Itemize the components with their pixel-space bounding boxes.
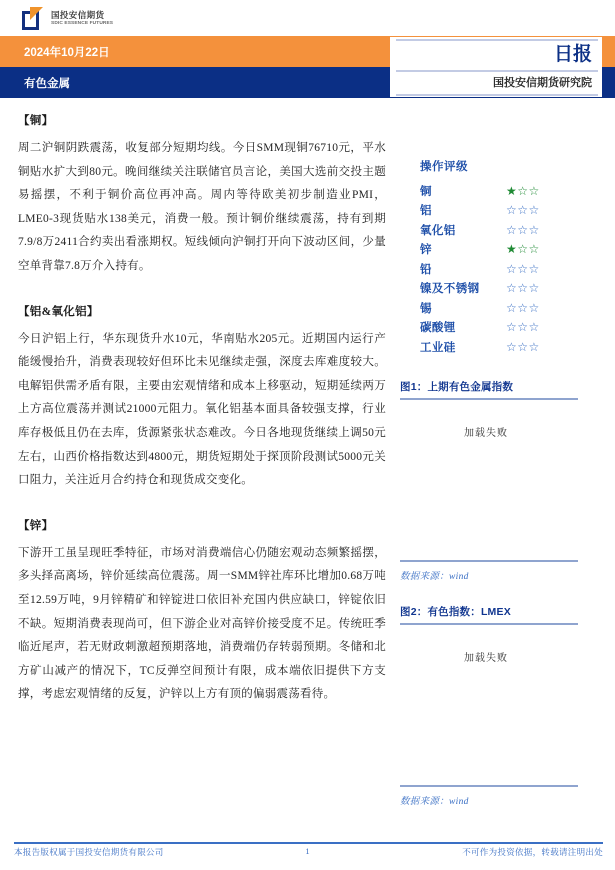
star-empty-icon: ☆ (506, 300, 518, 315)
rating-metal-name: 镍及不锈钢 (420, 283, 480, 296)
star-empty-icon: ☆ (528, 339, 540, 354)
article-column (18, 112, 386, 707)
rating-stars (506, 243, 540, 255)
rating-rows (420, 181, 605, 357)
rating-row (420, 181, 605, 201)
figure-1-caption: 图1：上期有色金属指数 (400, 380, 514, 393)
figure-2-caption: 图2：有色指数：LMEX (400, 605, 511, 618)
report-type-title: 日报 (553, 44, 592, 65)
page-body (0, 98, 615, 870)
rating-metal-name: 工业硅 (420, 341, 456, 354)
star-empty-icon: ☆ (517, 242, 529, 257)
figure-2 (400, 604, 600, 807)
star-empty-icon: ☆ (517, 261, 529, 276)
rating-table-title: 操作评级 (420, 161, 468, 173)
rating-stars (506, 224, 540, 236)
rating-metal-name: 氧化铝 (420, 224, 456, 237)
footer-page-number: 1 (305, 846, 310, 856)
star-empty-icon: ☆ (528, 261, 540, 276)
rating-metal-name: 铝 (420, 205, 432, 218)
rating-row (420, 201, 605, 221)
section-body-zinc: 下游开工虽呈现旺季特征，市场对消费端信心仍随宏观动态频繁摇摆，多头择高离场，锌价延续高位震荡。周一SMM锌社库环比增加0.68万吨至12.59万吨，9月锌精矿和锌锭进口依旧补充国内供应缺口，锌锭依旧不缺。短期消费表现尚可，但下游企业对高锌价接受度不足。传统旺季临近尾声，若无财政刺激超预期落地，消费端仍存转弱预期。冬储和北方矿山减产的情况下，TC反弹空间预计有限，成本端依旧提供下方支撑，考虑宏观情绪的反复，沪锌以上方有顶的偏弱震荡看待。 (18, 546, 386, 701)
rating-metal-name: 锌 (420, 244, 432, 257)
star-empty-icon: ☆ (517, 300, 529, 315)
star-filled-icon: ★ (506, 183, 518, 198)
section-body-copper: 周二沪铜阴跌震荡，收复部分短期均线。今日SMM现铜76710元，平水铜贴水扩大到80元。晚间继续关注联储官员言论，美国大选前交投主题易摇摆，不利于铜价高位再冲高。周内等待欧美初步制造业PMI，LME0-3现货贴水138美元，消费一般。预计铜价继续震荡，持有到期7.9/8万2411合约卖出看涨期权。短线倾向沪铜打开向下波动区间，少量空单背靠7.8万介入持有。 (18, 142, 386, 272)
star-empty-icon: ☆ (528, 300, 540, 315)
star-empty-icon: ☆ (517, 339, 529, 354)
figure-1-load-failed-text: 加载失败 (464, 427, 508, 439)
figure-2-source: 数据来源：wind (400, 796, 469, 807)
star-empty-icon: ☆ (528, 183, 540, 198)
section-heading-aluminum: 【铝&氧化铝】 (18, 305, 99, 318)
rating-stars (506, 263, 540, 275)
figure-1 (400, 379, 600, 582)
rating-stars (506, 321, 540, 333)
company-logo-icon (22, 7, 45, 30)
panel-rule-bottom (396, 94, 598, 96)
star-empty-icon: ☆ (506, 339, 518, 354)
rating-stars (506, 204, 540, 216)
report-date: 2024年10月22日 (24, 46, 110, 59)
rating-row (420, 279, 605, 299)
section-body-aluminum: 今日沪铝上行，华东现货升水10元，华南贴水205元。近期国内运行产能缓慢抬升，消费表现较好但环比未见继续走强，深度去库难度较大。电解铝供需矛盾有限，主要由宏观情绪和成本上移驱动，短期延续两万上方高位震荡并测试21000元阻力。氧化铝基本面具备较强支撑，行业库存极低且仍在去库，货源紧张状态难改。今日各地现货继续上调50元左右，山西价格指数达到4800元，期货短期处于探顶阶段测试5000元关口阻力，关注近月合约持仓和现货成交变化。 (18, 332, 386, 487)
star-empty-icon: ☆ (517, 320, 529, 335)
rating-stars (506, 185, 540, 197)
star-empty-icon: ☆ (517, 281, 529, 296)
footer-disclaimer: 不可作为投资依据，转载请注明出处 (462, 847, 603, 857)
star-filled-icon: ★ (506, 242, 518, 257)
footer-copyright: 本报告版权属于国投安信期货有限公司 (14, 847, 164, 857)
star-empty-icon: ☆ (506, 222, 518, 237)
rating-metal-name: 铅 (420, 263, 432, 276)
rating-row (420, 337, 605, 357)
logo-text (51, 10, 114, 25)
rating-metal-name: 锡 (420, 302, 432, 315)
logo-chinese-name: 国投安信期货 (51, 10, 105, 21)
star-empty-icon: ☆ (517, 183, 529, 198)
star-empty-icon: ☆ (506, 203, 518, 218)
report-topic: 有色金属 (24, 77, 70, 90)
figure-1-chart-area (400, 400, 600, 560)
section-heading-zinc: 【锌】 (18, 519, 54, 532)
operation-rating-table (400, 158, 605, 357)
rating-row (420, 259, 605, 279)
rating-metal-name: 碳酸锂 (420, 322, 456, 335)
report-header-banner (0, 36, 615, 98)
logo-english-name: SDIC ESSENCE FUTURES (51, 19, 114, 25)
footer-divider (14, 842, 603, 844)
figure-2-chart-area (400, 625, 600, 785)
page-footer (0, 842, 615, 864)
star-empty-icon: ☆ (528, 203, 540, 218)
rating-stars (506, 302, 540, 314)
star-empty-icon: ☆ (528, 320, 540, 335)
panel-rule-mid (396, 70, 598, 72)
rating-metal-name: 铜 (420, 185, 432, 198)
rating-row (420, 220, 605, 240)
star-empty-icon: ☆ (506, 281, 518, 296)
star-empty-icon: ☆ (517, 222, 529, 237)
rating-row (420, 298, 605, 318)
banner-title-panel (390, 37, 602, 97)
star-empty-icon: ☆ (506, 261, 518, 276)
figure-1-source: 数据来源：wind (400, 571, 469, 582)
logo-bar (0, 0, 615, 36)
star-empty-icon: ☆ (528, 222, 540, 237)
star-empty-icon: ☆ (506, 320, 518, 335)
sidebar-column (400, 98, 605, 807)
star-empty-icon: ☆ (528, 242, 540, 257)
rating-row (420, 240, 605, 260)
institute-name: 国投安信期货研究院 (493, 77, 592, 89)
rating-stars (506, 282, 540, 294)
rating-row (420, 318, 605, 338)
star-empty-icon: ☆ (528, 281, 540, 296)
star-empty-icon: ☆ (517, 203, 529, 218)
section-heading-copper: 【铜】 (18, 115, 54, 127)
figure-2-load-failed-text: 加载失败 (464, 652, 508, 664)
rating-stars (506, 341, 540, 353)
